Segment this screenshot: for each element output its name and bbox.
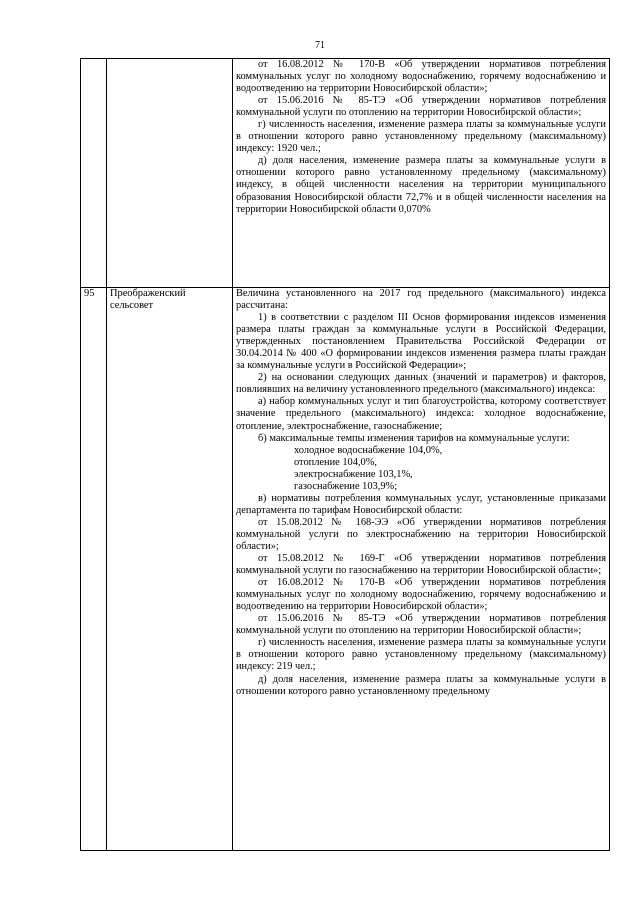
tariff-item: газоснабжение 103,9%; [294, 480, 398, 492]
paragraph: д) доля населения, изменение размера платы за коммунальные услуги в отношении которого равно установленному предельному [236, 673, 606, 697]
row-number-cell: 95 [81, 288, 107, 851]
paragraph: от 16.08.2012 № 170-В «Об утверждении нормативов потребления коммунальных услуг по холодному водоснабжению, горячему водоснабжению и водоотведению на территории Новосибирской области»; [236, 577, 606, 613]
paragraph: от 15.08.2012 № 169-Г «Об утверждении нормативов потребления коммунальной услуги по газоснабжению на территории Новосибирской области»; [236, 553, 606, 577]
paragraph: в) нормативы потребления коммунальных услуг, установленные приказами департамента по тарифам Новосибирской области: [236, 492, 606, 516]
tariff-item: холодное водоснабжение 104,0%, [294, 444, 443, 456]
municipality-name-cell: Преображенский сельсовет [107, 288, 233, 851]
paragraph: от 15.08.2012 № 168-ЭЭ «Об утверждении нормативов потребления коммунальной услуги по электроснабжению на территории Новосибирской области»; [236, 516, 606, 552]
table-row [81, 288, 610, 851]
paragraph: г) численность населения, изменение размера платы за коммунальные услуги в отношении которого равно установленному предельному (максимальному) индексу: 219 чел.; [236, 637, 606, 673]
table-row [81, 59, 610, 288]
paragraph: Величина установленного на 2017 год предельного (максимального) индекса рассчитана: [236, 288, 606, 312]
description-cell [233, 288, 610, 851]
row-number-cell [81, 59, 107, 288]
paragraph: от 15.06.2016 № 85-ТЭ «Об утверждении нормативов потребления коммунальной услуги по отоплению на территории Новосибирской области»; [236, 613, 606, 637]
paragraph: а) набор коммунальных услуг и тип благоустройства, которому соответствует значение предельного (максимального) индекса: холодное водоснабжение, отопление, электроснабжение, газоснабжение; [236, 396, 606, 432]
paragraph: 1) в соответствии с разделом III Основ формирования индексов изменения размера платы граждан за коммунальные услуги в Российской Федерации, утвержденных постановлением Правительства Российской Федерации от 30.04.2014 № 400 «О формировании индексов изменения размера платы граждан за коммунальные услуги в Российской Федерации»; [236, 312, 606, 372]
paragraph: б) максимальные темпы изменения тарифов на коммунальные услуги: [258, 432, 570, 444]
tariff-item: электроснабжение 103,1%, [294, 468, 413, 480]
paragraph: от 15.06.2016 № 85-ТЭ «Об утверждении нормативов потребления коммунальной услуги по отоплению на территории Новосибирской области»; [236, 95, 606, 119]
page-number: 71 [315, 40, 325, 51]
paragraph: д) доля населения, изменение размера платы за коммунальные услуги в отношении которого равно установленному предельному (максимальному) индексу, в общей численности населения на территории муниципального образования Новосибирской области 72,7% и в общей численности населения на территории Новосибирской области 0,070% [236, 155, 606, 215]
paragraph: г) численность населения, изменение размера платы за коммунальные услуги в отношении которого равно установленному предельному (максимальному) индексу: 1920 чел.; [236, 119, 606, 155]
description-cell [233, 59, 610, 288]
municipality-table [80, 58, 610, 851]
paragraph: 2) на основании следующих данных (значений и параметров) и факторов, повлиявших на величину установленного предельного (максимального) индекса: [236, 372, 606, 396]
municipality-name-cell [107, 59, 233, 288]
paragraph: от 16.08.2012 № 170-В «Об утверждении нормативов потребления коммунальных услуг по холодному водоснабжению, горячему водоснабжению и водоотведению на территории Новосибирской области»; [236, 59, 606, 95]
tariff-item: отопление 104,0%, [294, 456, 377, 468]
